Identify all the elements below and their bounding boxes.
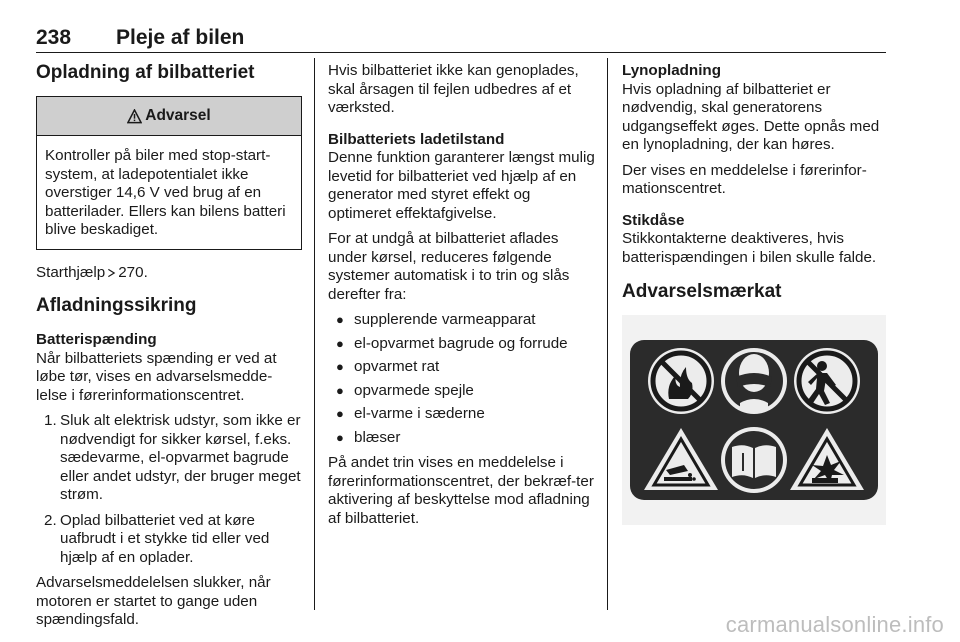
no-fire-smoking-icon xyxy=(648,348,714,414)
steps-list xyxy=(36,412,302,567)
column-divider xyxy=(607,58,608,610)
bullet-text: blæser xyxy=(354,428,401,446)
step-text: Oplad bilbatteriet ved at køre uafbrudt i et stykke tid eller ved hjælp af en oplader. xyxy=(60,511,270,566)
bullet-text: el-varme i sæderne xyxy=(354,405,485,422)
list-item xyxy=(328,358,596,377)
column-2 xyxy=(328,62,596,535)
bullet-text: opvarmede spejle xyxy=(354,381,474,399)
paragraph: På andet trin vises en meddelelse i førerinformationscentret, der bekræf-ter aktivering af beskyttelse mod afladning af bilbatteriet. xyxy=(328,454,594,527)
list-item xyxy=(328,405,596,424)
watermark: carmanualsonline.info xyxy=(725,612,944,637)
column-3 xyxy=(622,62,886,525)
section-heading: Afladningssikring xyxy=(36,295,197,316)
paragraph: Denne funktion garanterer længst mulig levetid for bilbatteriet ved hjælp af en generator med styret effekt og optimeret effektafgivelse. xyxy=(328,149,595,222)
crossref-text: Starthjælp xyxy=(36,263,106,281)
bullet-icon: ● xyxy=(336,382,344,398)
subheading: Batterispænding xyxy=(36,331,157,348)
warning-body: Kontroller på biler med stop-start-system, at ladepotentialet ikke overstiger 14,6 V ved brug af en batterilader. Ellers kan bilens batteri blive beskadiget. xyxy=(45,147,286,238)
paragraph: Hvis bilbatteriet ikke kan genoplades, skal årsagen til fejlen udbedres af et værksted. xyxy=(328,62,579,116)
column-1 xyxy=(36,62,302,637)
paragraph: Når bilbatteriets spænding er ved at løbe tør, vises en advarselsmedde-lelse i førerinformationscentret. xyxy=(36,349,277,404)
step-number: 1. xyxy=(44,412,57,429)
crossref[interactable] xyxy=(36,264,302,283)
warning-triangle-icon xyxy=(127,109,142,124)
step-number: 2. xyxy=(44,511,57,529)
bullet-text: opvarmet rat xyxy=(354,358,440,375)
column-divider xyxy=(314,58,315,610)
warning-header xyxy=(37,97,301,136)
bullet-icon: ● xyxy=(336,335,344,351)
bullet-icon: ● xyxy=(336,406,344,421)
eye-protection-icon xyxy=(721,348,787,414)
page-number: 238 xyxy=(36,26,72,49)
paragraph: Hvis opladning af bilbatteriet er nødvendig, skal generatorens udgangseffekt øges. Dette opnås med en lynopladning, der kan høres. xyxy=(622,80,880,153)
list-item xyxy=(328,382,596,401)
section-heading: Opladning af bilbatteriet xyxy=(36,62,255,83)
paragraph: Advarselsmeddelelsen slukker, når motoren er startet to gange uden spændingsfald. xyxy=(36,574,271,628)
bullet-text: supplerende varmeapparat xyxy=(354,311,536,328)
read-manual-icon xyxy=(721,427,787,493)
list-item xyxy=(36,512,302,568)
list-item xyxy=(328,311,596,330)
bullet-text: el-opvarmet bagrude og forrude xyxy=(354,334,568,352)
crossref-page: 270. xyxy=(118,263,148,281)
page-header xyxy=(36,22,886,53)
page-reference-icon xyxy=(107,268,116,278)
section-heading: Advarselsmærkat xyxy=(622,281,782,302)
step-text: Sluk alt elektrisk udstyr, som ikke er nødvendigt for sikker kørsel, f.eks. sædevarme, el-opvarmet bagrude eller andet udstyr, der bruger meget strøm. xyxy=(60,412,301,503)
keep-children-away-icon xyxy=(794,348,860,414)
paragraph: Der vises en meddelelse i førerinfor-mationscentret. xyxy=(622,161,867,197)
bullet-icon: ● xyxy=(336,429,344,445)
page-title: Pleje af bilen xyxy=(116,26,245,49)
bullet-list xyxy=(328,311,596,447)
paragraph: Stikkontakterne deaktiveres, hvis batterispændingen i bilen skulle falde. xyxy=(622,230,877,266)
paragraph: For at undgå at bilbatteriet aflades under kørsel, reduceres følgende systemer automatisk i to trin og slås derefter fra: xyxy=(328,230,570,303)
warning-label-image xyxy=(622,315,886,525)
subheading: Bilbatteriets ladetilstand xyxy=(328,130,505,148)
bullet-icon: ● xyxy=(336,312,344,327)
bullet-icon: ● xyxy=(336,359,344,374)
list-item xyxy=(328,429,596,448)
warning-title: Advarsel xyxy=(145,106,211,124)
list-item xyxy=(328,335,596,354)
warning-label-svg xyxy=(622,315,886,525)
subheading: Lynopladning xyxy=(622,62,721,79)
list-item xyxy=(36,412,302,505)
warning-box xyxy=(36,96,302,250)
subheading: Stikdåse xyxy=(622,211,685,229)
